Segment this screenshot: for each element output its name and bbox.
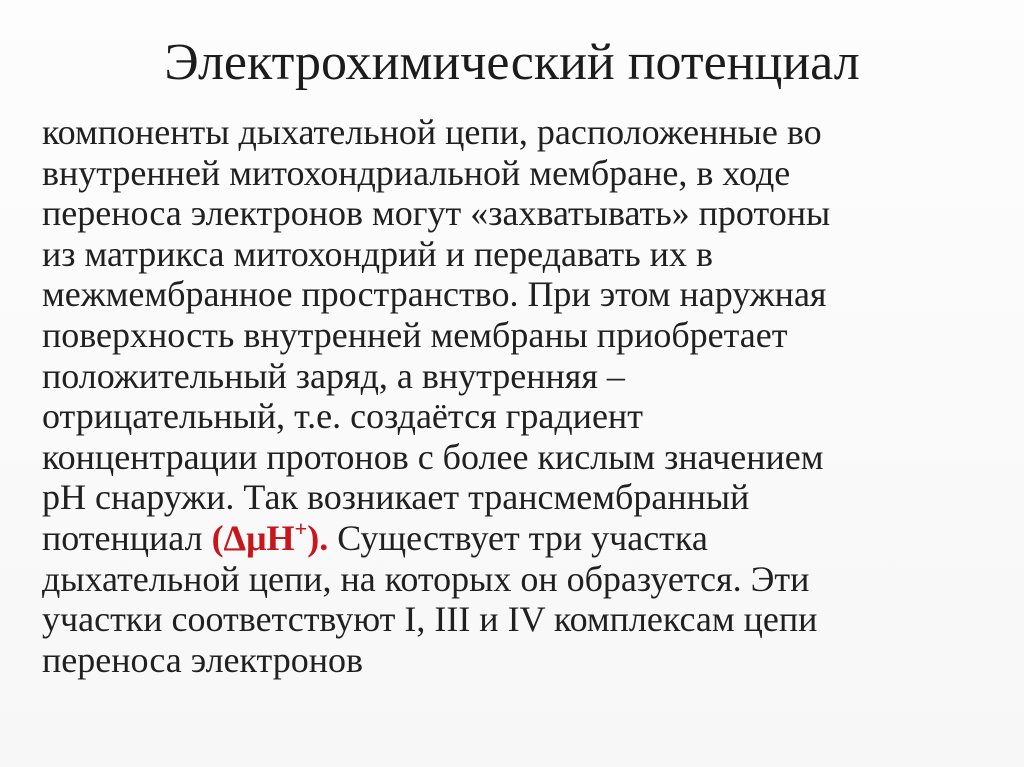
body-line: компоненты дыхательной цепи, расположенные во bbox=[42, 112, 822, 152]
potential-formula bbox=[212, 518, 329, 558]
body-line: концентрации протонов с более кислым значением bbox=[42, 436, 824, 477]
body-line: внутренней митохондриальной мембране, в ходе bbox=[42, 152, 791, 193]
body-line: дыхательной цепи, на которых он образуется. Эти bbox=[42, 558, 810, 599]
body-line: участки соответствуют I, III и IV комплексам цепи bbox=[42, 599, 818, 640]
body-line: межмембранное пространство. При этом наружная bbox=[42, 274, 827, 315]
body-text-fragment: Существует три участка bbox=[328, 517, 708, 558]
body-line: переноса электронов могут «захватывать» протоны bbox=[42, 193, 831, 234]
formula-close: ). bbox=[307, 517, 329, 558]
slide-body-text bbox=[42, 112, 1002, 680]
body-line: pH снаружи. Так возникает трансмембранный bbox=[42, 477, 750, 518]
formula-superscript: + bbox=[294, 516, 308, 542]
body-line: положительный заряд, а внутренняя – bbox=[42, 355, 625, 396]
slide-title: Электрохимический потенциал bbox=[164, 34, 860, 91]
body-line: из матрикса митохондрий и передавать их в bbox=[42, 233, 713, 274]
formula-open: (ΔμH bbox=[211, 517, 295, 558]
body-line: отрицательный, т.е. создаётся градиент bbox=[42, 396, 643, 437]
body-text-fragment: потенциал bbox=[42, 517, 212, 558]
body-line: поверхность внутренней мембраны приобретает bbox=[42, 314, 788, 355]
body-line-with-formula bbox=[42, 518, 1002, 559]
body-line: переноса электронов bbox=[42, 639, 363, 680]
